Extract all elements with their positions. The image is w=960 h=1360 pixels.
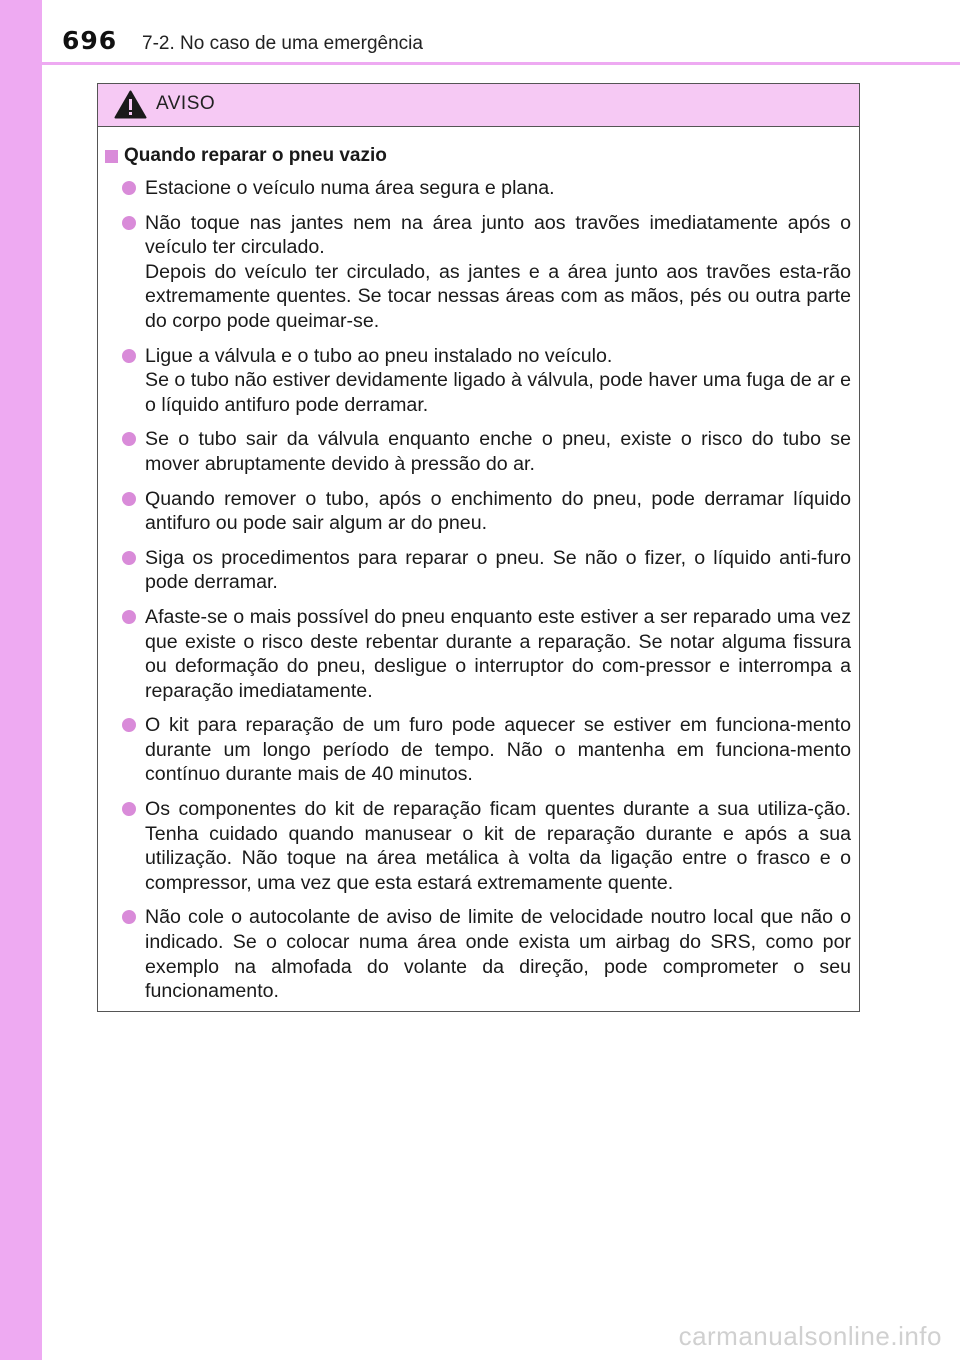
side-color-band [0,0,42,1360]
bullet-dot-icon [122,551,136,565]
warning-item [105,797,851,895]
subheading-text: Quando reparar o pneu vazio [124,145,387,166]
warning-item-text: Não toque nas jantes nem na área junto aos travões imediatamente após o veículo ter circulado. [145,211,851,259]
warning-item [105,427,851,476]
bullet-dot-icon [122,492,136,506]
bullet-dot-icon [122,216,136,230]
warning-item [105,344,851,418]
warning-item-text: Não cole o autocolante de aviso de limite de velocidade noutro local que não o indicado. Se o colocar numa área onde exista um airbag do SRS, como por exemplo na almofada do volante da direção, pode comprometer o seu funcionamento. [145,906,851,1003]
warning-item [105,605,851,703]
section-title: 7-2. No caso de uma emergência [142,33,423,54]
square-bullet-icon [105,150,118,163]
warning-item [105,176,851,201]
bullet-dot-icon [122,802,136,816]
warning-subheading [105,144,851,168]
warning-item-text: Quando remover o tubo, após o enchimento do pneu, pode derramar líquido antifuro ou pode sair algum ar do pneu. [145,487,851,535]
bullet-dot-icon [122,432,136,446]
warning-box [97,83,860,1012]
header-rule [42,62,960,65]
warning-item-text: O kit para reparação de um furo pode aquecer se estiver em funciona-mento durante um longo período de tempo. Não o mantenha em funciona-mento contínuo durante mais de 40 minutos. [145,714,851,786]
warning-item [105,487,851,536]
warning-content [98,127,859,1004]
warning-item [105,211,851,334]
bullet-dot-icon [122,718,136,732]
page-number: 696 [62,26,118,55]
warning-items-list [105,176,851,1004]
warning-item-text: Se o tubo sair da válvula enquanto enche o pneu, existe o risco do tubo se mover abruptamente devido à pressão do ar. [145,428,851,475]
bullet-dot-icon [122,181,136,195]
warning-item-text: Estacione o veículo numa área segura e plana. [145,177,555,199]
warning-label: AVISO [156,93,216,114]
warning-item-text: Se o tubo não estiver devidamente ligado à válvula, pode haver uma fuga de ar e o líquido antifuro pode derramar. [145,369,851,416]
warning-item-text: Ligue a válvula e o tubo ao pneu instalado no veículo. [145,344,613,367]
warning-triangle-icon [114,90,147,119]
warning-item-text: Os componentes do kit de reparação ficam quentes durante a sua utiliza-ção. Tenha cuidado quando manusear o kit de reparação durante e após a sua utilização. Não toque na área metálica à volta da ligação entre o frasco e o compressor, uma vez que esta estará extremamente quente. [145,798,851,894]
warning-item-text: Afaste-se o mais possível do pneu enquanto este estiver a ser reparado uma vez que existe o risco deste rebentar durante a reparação. Se notar alguma fissura ou deformação do pneu, desligue o interruptor do com-pressor e interrompa a reparação imediatamente. [145,605,851,702]
warning-item-text: Depois do veículo ter circulado, as jantes e a área junto aos travões esta-rão extremamente quentes. Se tocar nessas áreas com as mãos, pés ou outra parte do corpo pode queimar-se. [145,260,851,332]
bullet-dot-icon [122,610,136,624]
bullet-dot-icon [122,910,136,924]
warning-item [105,546,851,595]
warning-header [98,84,859,127]
warning-item-text: Siga os procedimentos para reparar o pneu. Se não o fizer, o líquido anti-furo pode derramar. [145,546,851,594]
bullet-dot-icon [122,349,136,363]
warning-item [105,905,851,1003]
watermark: carmanualsonline.info [678,1321,942,1351]
warning-item [105,713,851,787]
